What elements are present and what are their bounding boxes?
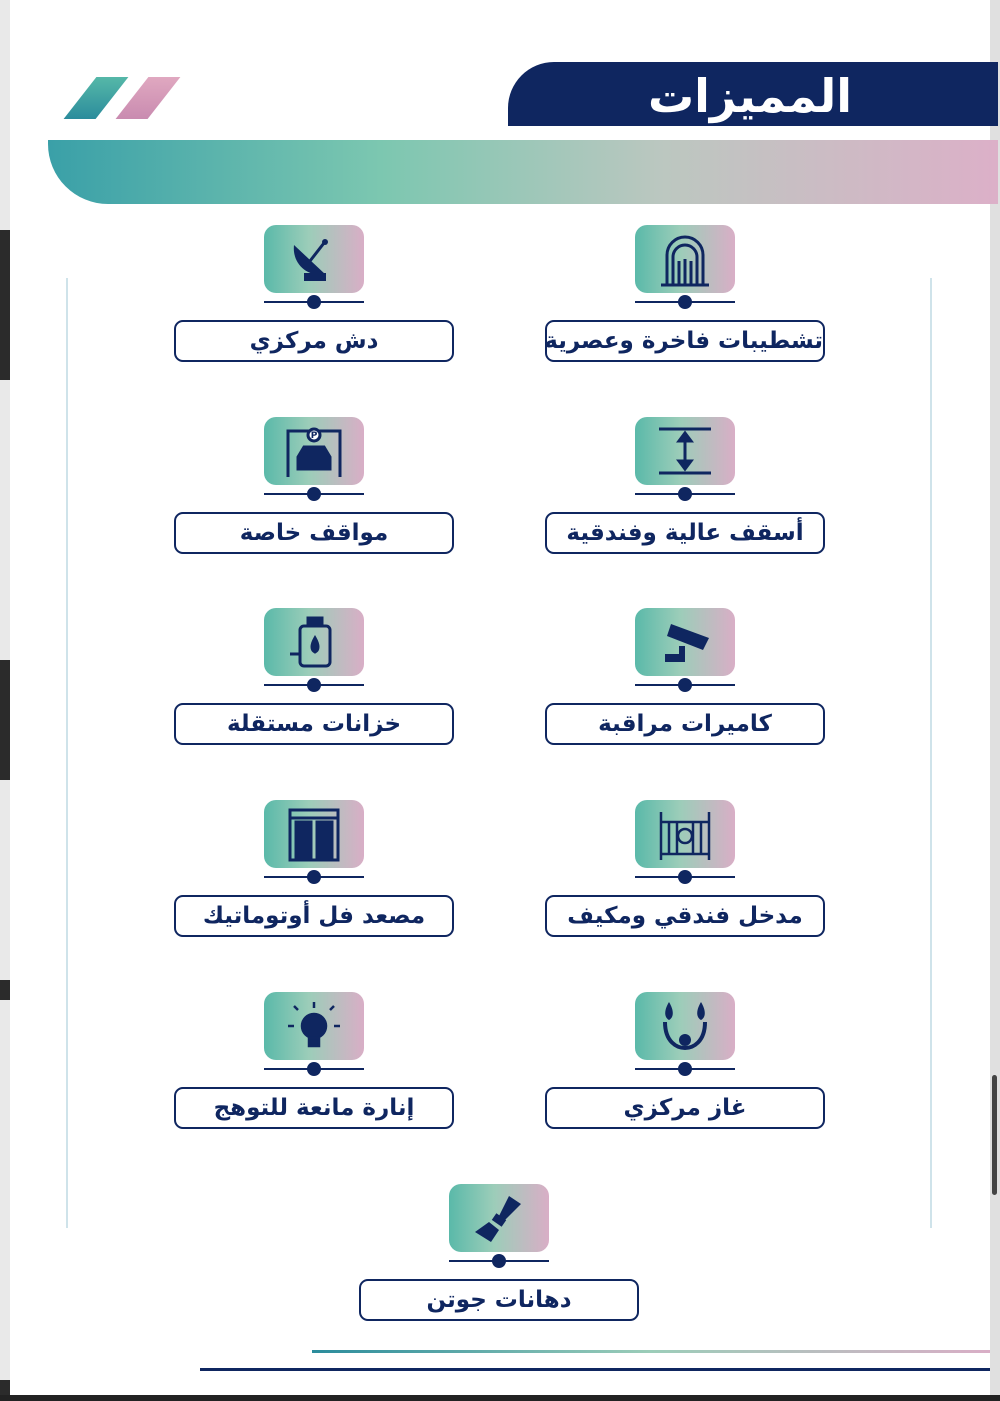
connector-dot — [678, 870, 692, 884]
feature-label: غاز مركزي — [545, 1087, 825, 1129]
connector-dot — [307, 1062, 321, 1076]
connector-dot — [307, 870, 321, 884]
feature-private-parking — [174, 417, 454, 562]
elevator-icon — [264, 800, 364, 868]
feature-label: مواقف خاصة — [174, 512, 454, 554]
feature-label: إنارة مانعة للتوهج — [174, 1087, 454, 1129]
gas-flame-icon — [635, 992, 735, 1060]
feature-label: خزانات مستقلة — [174, 703, 454, 745]
feature-label: مدخل فندقي ومكيف — [545, 895, 825, 937]
feature-hotel-entrance — [545, 800, 825, 945]
connector-dot — [307, 487, 321, 501]
feature-label: أسقف عالية وفندقية — [545, 512, 825, 554]
svg-text:P: P — [310, 431, 318, 441]
feature-central-dish — [174, 225, 454, 370]
page-edge-left — [0, 0, 10, 1401]
connector-dot — [678, 678, 692, 692]
security-camera-icon — [635, 608, 735, 676]
feature-label: مصعد فل أوتوماتيك — [174, 895, 454, 937]
page-edge-bottom — [0, 1395, 1000, 1401]
connector-dot — [307, 295, 321, 309]
side-rule-right — [930, 278, 932, 1228]
ceiling-height-icon — [635, 417, 735, 485]
feature-label: دهانات جوتن — [359, 1279, 639, 1321]
decor-slash-teal — [64, 77, 129, 119]
feature-automatic-elevator — [174, 800, 454, 945]
feature-label: تشطيبات فاخرة وعصرية — [545, 320, 825, 362]
footer-navy-line — [200, 1368, 990, 1371]
connector-dot — [678, 295, 692, 309]
gate-icon — [635, 800, 735, 868]
connector-dot — [492, 1254, 506, 1268]
connector-dot — [678, 1062, 692, 1076]
parking-car-icon — [264, 417, 364, 485]
page-title: المميزات — [647, 69, 853, 123]
scrollbar-thumb[interactable] — [992, 1075, 997, 1195]
feature-label: دش مركزي — [174, 320, 454, 362]
decor-slash-pink — [116, 77, 181, 119]
feature-luxury-finishes — [545, 225, 825, 370]
arched-door-icon — [635, 225, 735, 293]
footer-gradient-line — [312, 1350, 990, 1353]
connector-dot — [307, 678, 321, 692]
side-rule-left — [66, 278, 68, 1228]
connector-dot — [678, 487, 692, 501]
water-tank-icon — [264, 608, 364, 676]
feature-independent-tanks — [174, 608, 454, 753]
feature-surveillance-cameras — [545, 608, 825, 753]
light-bulb-icon — [264, 992, 364, 1060]
feature-jotun-paints — [359, 1184, 639, 1329]
feature-central-gas — [545, 992, 825, 1137]
feature-high-ceilings — [545, 417, 825, 562]
header-gradient-band — [48, 140, 998, 204]
satellite-dish-icon — [264, 225, 364, 293]
feature-anti-glare-lighting — [174, 992, 454, 1137]
feature-label: كاميرات مراقبة — [545, 703, 825, 745]
paint-brush-icon — [449, 1184, 549, 1252]
